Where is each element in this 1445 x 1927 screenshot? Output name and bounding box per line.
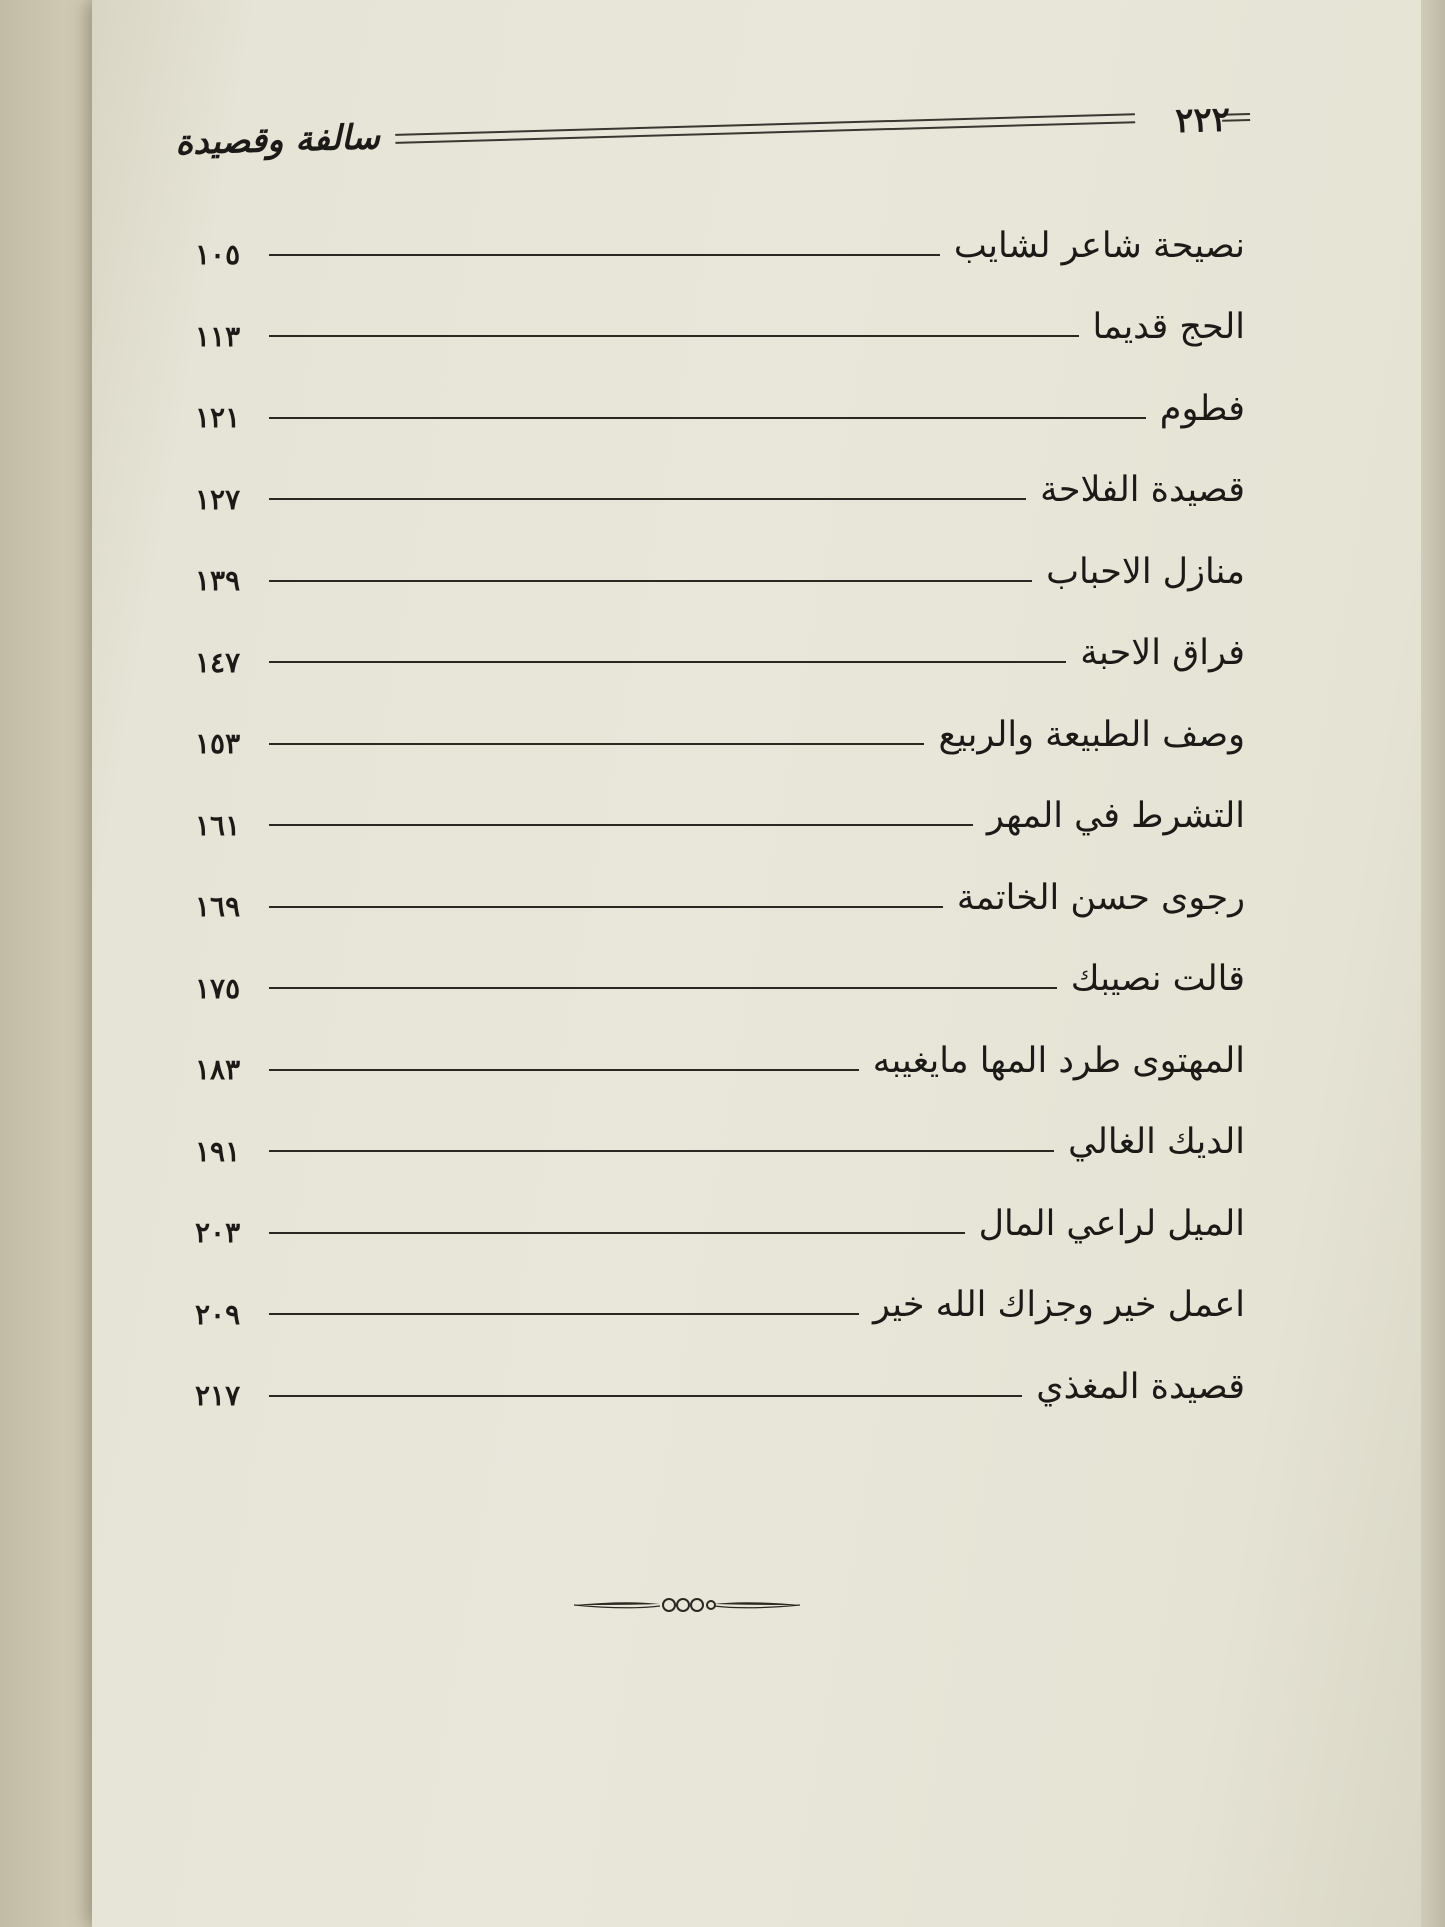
toc-entry <box>195 857 1245 939</box>
toc-entry-page: ١٤٧ <box>195 645 241 679</box>
toc-entry-page: ١٦١ <box>195 808 241 842</box>
toc-entry-title: رجوى حسن الخاتمة <box>956 877 1245 918</box>
toc-leader-line <box>269 335 1079 337</box>
toc-entry-title: قصيدة المغذي <box>1036 1366 1245 1407</box>
toc-entry <box>195 776 1245 858</box>
header-page-number: ٢٢٢ <box>1174 99 1231 142</box>
toc-entry-title: الميل لراعي المال <box>978 1203 1245 1244</box>
toc-leader-line <box>269 254 940 256</box>
toc-entry-page: ٢٠٩ <box>195 1297 241 1331</box>
toc-leader-line <box>269 906 943 908</box>
toc-leader-line <box>269 580 1032 582</box>
toc-entry-page: ١٣٩ <box>195 564 241 598</box>
toc-entry <box>195 1183 1245 1265</box>
header-book-title: سالفة وقصيدة <box>174 117 381 164</box>
toc-leader-line <box>269 1395 1022 1397</box>
toc-entry-page: ١٨٣ <box>195 1053 241 1087</box>
toc-entry <box>195 1265 1245 1347</box>
toc-entry <box>195 368 1245 450</box>
toc-entry <box>195 531 1245 613</box>
toc-leader-line <box>269 417 1146 419</box>
toc-entry-title: الديك الغالي <box>1068 1122 1245 1163</box>
toc-entry <box>195 1102 1245 1184</box>
toc-entry-title: فطوم <box>1159 388 1245 429</box>
toc-entry-page: ١٩١ <box>195 1134 241 1168</box>
toc-entry-page: ١٧٥ <box>195 971 241 1005</box>
header-rule <box>395 113 1135 144</box>
page-edge <box>1421 0 1445 1927</box>
toc-entry-title: فراق الاحبة <box>1080 633 1245 674</box>
toc-entry <box>195 694 1245 776</box>
toc-entry-page: ١٥٣ <box>195 727 241 761</box>
toc-entry <box>195 205 1245 287</box>
toc-leader-line <box>269 1069 859 1071</box>
toc-entry-title: قالت نصيبك <box>1070 959 1245 1000</box>
toc-entry <box>195 1346 1245 1428</box>
toc-entry <box>195 450 1245 532</box>
toc-entry-page: ١٦٩ <box>195 890 241 924</box>
toc-entry-page: ٢٠٣ <box>195 1216 241 1250</box>
toc-entry-title: وصف الطبيعة والربيع <box>938 714 1245 755</box>
toc-entry <box>195 939 1245 1021</box>
toc-entry-page: ١٠٥ <box>195 238 241 272</box>
toc-leader-line <box>269 498 1026 500</box>
toc-leader-line <box>269 824 973 826</box>
ornament-divider <box>572 1592 802 1618</box>
toc-entry-title: اعمل خير وجزاك الله خير <box>872 1285 1245 1326</box>
table-of-contents <box>195 205 1245 1428</box>
toc-entry-title: نصيحة شاعر لشايب <box>953 225 1245 266</box>
toc-leader-line <box>269 1150 1054 1152</box>
toc-entry <box>195 287 1245 369</box>
toc-entry-title: الحج قديما <box>1092 307 1245 348</box>
toc-entry-title: قصيدة الفلاحة <box>1040 470 1245 511</box>
toc-leader-line <box>269 743 924 745</box>
toc-entry-title: المهتوى طرد المها مايغيبه <box>872 1040 1245 1081</box>
toc-entry-page: ١٢١ <box>195 401 241 435</box>
toc-entry-page: ٢١٧ <box>195 1379 241 1413</box>
toc-entry <box>195 1020 1245 1102</box>
toc-leader-line <box>269 987 1057 989</box>
toc-leader-line <box>269 1232 965 1234</box>
toc-entry <box>195 613 1245 695</box>
toc-entry-title: منازل الاحباب <box>1046 551 1245 592</box>
toc-entry-page: ١٢٧ <box>195 482 241 516</box>
toc-entry-title: التشرط في المهر <box>986 796 1245 837</box>
toc-leader-line <box>269 1313 859 1315</box>
toc-leader-line <box>269 661 1066 663</box>
toc-entry-page: ١١٣ <box>195 319 241 353</box>
